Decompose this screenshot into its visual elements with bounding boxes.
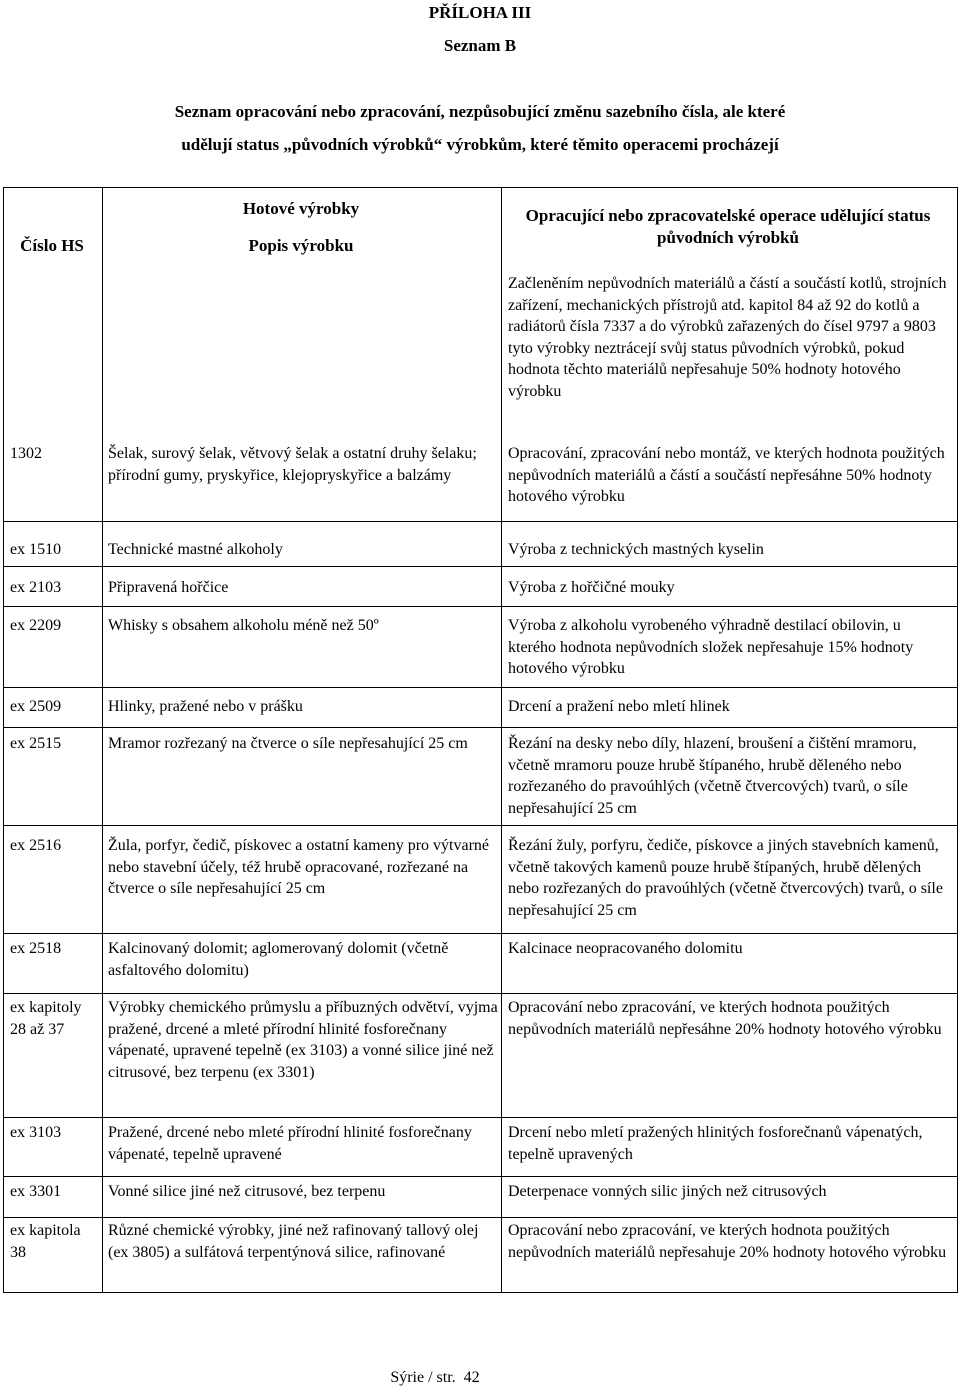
row-2103-description: Připravená hořčice (108, 579, 229, 596)
row-ch28-37-operation: Opracování nebo zpracování, ve kterých hodnota použitých nepůvodních materiálů nepřesáhne 20% hodnoty hotového výrobku (508, 999, 942, 1038)
row-2516-description: Žula, porfyr, čedič, pískovec a ostatní kameny pro výtvarné nebo stavební účely, též hrubě opracované, rozřezané na čtverce o síle nepřesahující 25 cm (108, 837, 490, 898)
row-2103-hs: ex 2103 (10, 579, 62, 596)
page-heading-line-2: udělují status „původních výrobků“ výrobkům, které těmito operacemi procházejí (181, 135, 779, 154)
row-3103-description: Pražené, drcené nebo mleté přírodní hlinité fosforečnany vápenaté, tepelně upravené (108, 1124, 472, 1163)
row-2515-description: Mramor rozřezaný na čtverce o síle nepřesahující 25 cm (108, 735, 468, 752)
row-1302-operation: Opracování, zpracování nebo montáž, ve kterých hodnota použitých nepůvodních materiálů a částí a součástí nepřesáhne 50% hodnoty hotového výrobku (508, 445, 945, 506)
row-2209-operation: Výroba z alkoholu vyrobeného výhradně destilací obilovin, u kterého hodnota nepůvodních složek nepřesahuje 15% hodnoty hotového výrobku (508, 617, 914, 678)
row-1510-hs: ex 1510 (10, 541, 62, 558)
row-2515-operation: Řezání na desky nebo díly, hlazení, broušení a čištění mramoru, včetně mramoru pouze hrubě štípaného, hrubě děleného nebo rozřezaného do pravoúhlých (včetně čtvercových) tvarů, o síle nepřesahující 25 cm (508, 735, 917, 817)
row-separator (4, 1176, 957, 1177)
row-1302-description: Šelak, surový šelak, větvový šelak a ostatní druhy šelaku; přírodní gumy, pryskyřice, klejopryskyřice a balzámy (108, 445, 477, 484)
row-separator (4, 566, 957, 567)
row-2516-operation: Řezání žuly, porfyru, čediče, pískovce a jiných stavebních kamenů, včetně takových kamenů pouze hrubě štípaných, hrubě dělených nebo rozřezaných do pravoúhlých (včetně čtvercových) tvarů, o síle nepřesahující 25 cm (508, 837, 943, 919)
row-separator (4, 521, 957, 522)
header-hs-number: Číslo HS (20, 236, 84, 255)
header-finished-products: Hotové výrobky (242, 199, 360, 218)
row-ch28-37-description: Výrobky chemického průmyslu a příbuzných odvětví, vyjma pražené, drcené a mleté přírodní hlinité fosforečnany vápenaté, upravené tepelně (ex 3103) a vonné silice jiné než citrusové, bez terpenu (ex 3301) (108, 999, 498, 1081)
row-2103-operation: Výroba z hořčičné mouky (508, 579, 675, 596)
row-2518-operation: Kalcinace neopracovaného dolomitu (508, 940, 743, 957)
row-1302-hs: 1302 (10, 445, 42, 462)
page-heading-line-1: Seznam opracování nebo zpracování, nezpůsobující změnu sazebního čísla, ale které (174, 102, 786, 121)
row-separator (4, 687, 957, 688)
row-separator (4, 993, 957, 994)
row-2516-hs: ex 2516 (10, 837, 62, 854)
header-operations: Opracující nebo zpracovatelské operace udělující status původních výrobků (525, 206, 931, 247)
row-separator (4, 825, 957, 826)
row-2209-hs: ex 2209 (10, 617, 62, 634)
row-3301-description: Vonné silice jiné než citrusové, bez terpenu (108, 1183, 386, 1200)
row-3103-hs: ex 3103 (10, 1124, 62, 1141)
row-3103-operation: Drcení nebo mletí pražených hlinitých fosforečnanů vápenatých, tepelně upravených (508, 1124, 923, 1163)
row-separator (4, 606, 957, 607)
annex-title: PŘÍLOHA III (428, 3, 532, 22)
row-separator (4, 1217, 957, 1218)
row-separator (4, 1117, 957, 1118)
row-2518-hs: ex 2518 (10, 940, 62, 957)
row-1510-description: Technické mastné alkoholy (108, 541, 283, 558)
row-3301-operation: Deterpenace vonných silic jiných než citrusových (508, 1183, 827, 1200)
row-2509-hs: ex 2509 (10, 698, 62, 715)
row-ch38-operation: Opracování nebo zpracování, ve kterých hodnota použitých nepůvodních materiálů nepřesahuje 20% hodnoty hotového výrobku (508, 1222, 947, 1261)
page-footer: Sýrie / str. 42 (390, 1369, 480, 1386)
list-title: Seznam B (443, 36, 517, 55)
row-ch38-hs: ex kapitola 38 (10, 1222, 81, 1261)
row-3301-hs: ex 3301 (10, 1183, 62, 1200)
row-2518-description: Kalcinovaný dolomit; aglomerovaný dolomit (včetně asfaltového dolomitu) (108, 940, 449, 979)
row-separator (4, 933, 957, 934)
intro-note: Začleněním nepůvodních materiálů a částí a součástí kotlů, strojních zařízení, mechanických přístrojů atd. kapitol 84 až 92 do kotlů a radiátorů čísla 7337 a do výrobků zařazených do čísel 9797 a 9803 tyto výrobky neztrácejí svůj status původních výrobků, pokud hodnota těchto materiálů nepřesahuje 50% hodnoty hotového výrobku (508, 275, 947, 400)
column-separator (102, 188, 103, 1292)
row-2509-operation: Drcení a pražení nebo mletí hlinek (508, 698, 730, 715)
row-2515-hs: ex 2515 (10, 735, 62, 752)
row-ch38-description: Různé chemické výrobky, jiné než rafinovaný tallový olej (ex 3805) a sulfátová terpentýnová silice, rafinované (108, 1222, 479, 1261)
row-separator (4, 727, 957, 728)
row-1510-operation: Výroba z technických mastných kyselin (508, 541, 764, 558)
row-2509-description: Hlinky, pražené nebo v prášku (108, 698, 303, 715)
column-separator (501, 188, 502, 1292)
row-2209-description: Whisky s obsahem alkoholu méně než 50º (108, 617, 379, 634)
row-ch28-37-hs: ex kapitoly 28 až 37 (10, 999, 82, 1038)
header-product-description: Popis výrobku (248, 236, 354, 255)
